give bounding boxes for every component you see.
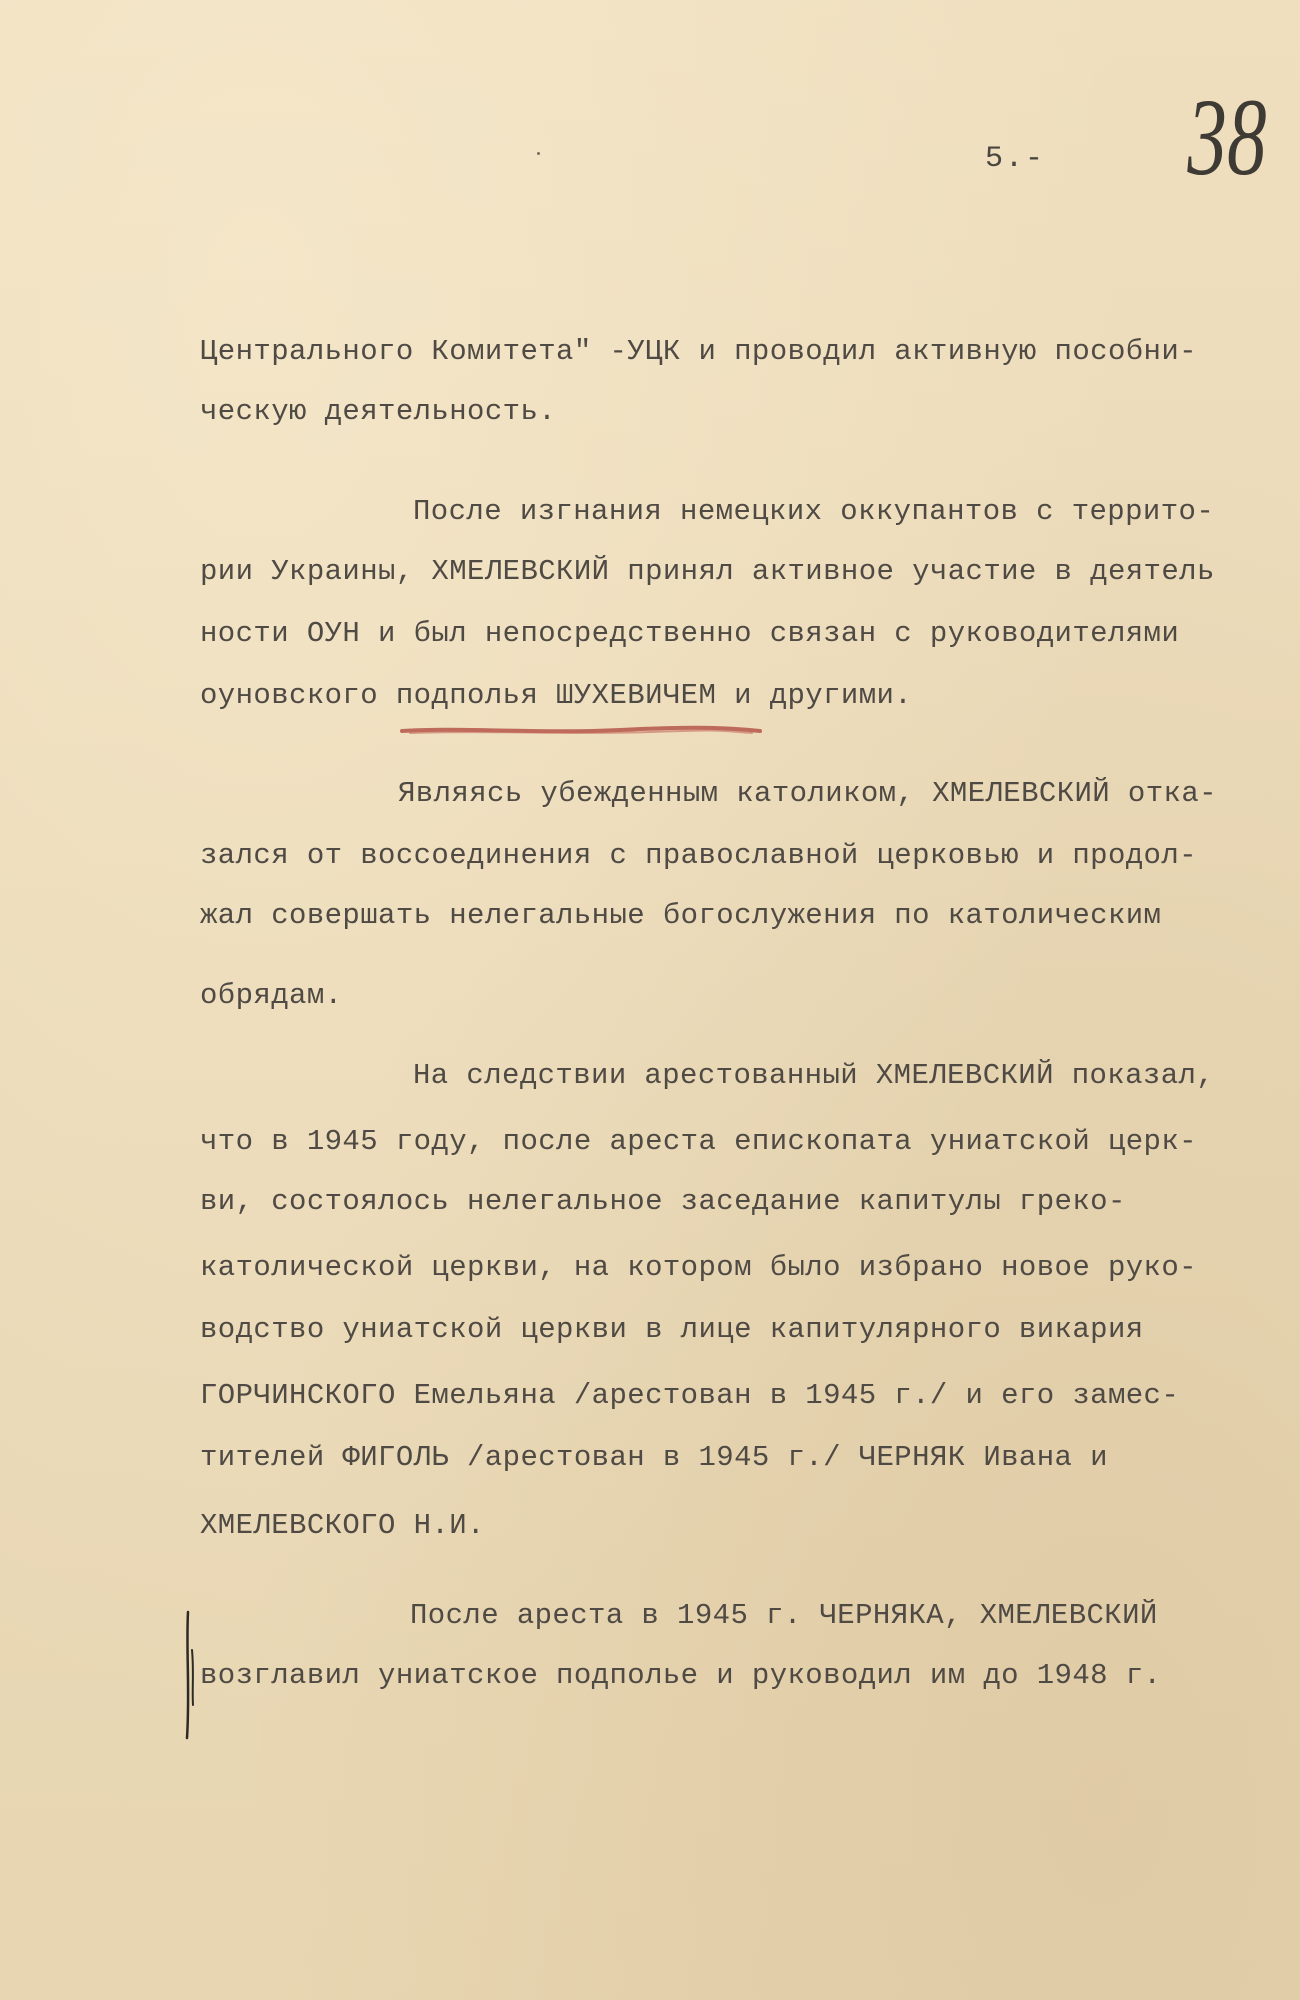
folio-text: 38 — [1187, 78, 1267, 193]
text-line-16: ГОРЧИНСКОГО Емельяна /арестован в 1945 г./ и его замес- — [200, 1379, 1180, 1412]
text-line-10: обрядам. — [200, 979, 343, 1012]
text-line-8: зался от воссоединения с православной церковью и продол- — [200, 839, 1197, 872]
margin-pencil-mark — [180, 1610, 200, 1740]
text-line-20: возглавил униатское подполье и руководил им до 1948 г. — [200, 1659, 1162, 1692]
page-number: 5.- — [985, 142, 1046, 176]
paper-speck — [537, 152, 540, 155]
text-line-9: жал совершать нелегальные богослужения по католическим — [200, 899, 1162, 932]
text-line-4: рии Украины, ХМЕЛЕВСКИЙ принял активное участие в деятель — [200, 555, 1215, 588]
text-line-3: После изгнания немецких оккупантов с террито- — [413, 495, 1215, 528]
handwritten-folio-number — [1180, 78, 1275, 193]
pencil-underline — [400, 722, 762, 738]
text-line-11: На следствии арестованный ХМЕЛЕВСКИЙ показал, — [413, 1059, 1215, 1092]
text-line-19: После ареста в 1945 г. ЧЕРНЯКА, ХМЕЛЕВСКИЙ — [410, 1599, 1158, 1632]
text-line-15: водство униатской церкви в лице капитулярного викария — [200, 1313, 1144, 1346]
text-line-12: что в 1945 году, после ареста епископата униатской церк- — [200, 1125, 1197, 1158]
text-line-18: ХМЕЛЕВСКОГО Н.И. — [200, 1509, 485, 1542]
text-line-13: ви, состоялось нелегальное заседание капитулы греко- — [200, 1185, 1126, 1218]
text-line-17: тителей ФИГОЛЬ /арестован в 1945 г./ ЧЕРНЯК Ивана и — [200, 1441, 1108, 1474]
text-line-1: Центрального Комитета" -УЦК и проводил активную пособни- — [200, 335, 1197, 368]
text-line-7: Являясь убежденным католиком, ХМЕЛЕВСКИЙ отка- — [398, 777, 1217, 810]
text-line-2: ческую деятельность. — [200, 395, 557, 428]
text-line-14: католической церкви, на котором было избрано новое руко- — [200, 1251, 1197, 1284]
text-line-6: оуновского подполья ШУХЕВИЧЕМ и другими. — [200, 679, 913, 712]
text-line-5: ности ОУН и был непосредственно связан с руководителями — [200, 617, 1180, 650]
